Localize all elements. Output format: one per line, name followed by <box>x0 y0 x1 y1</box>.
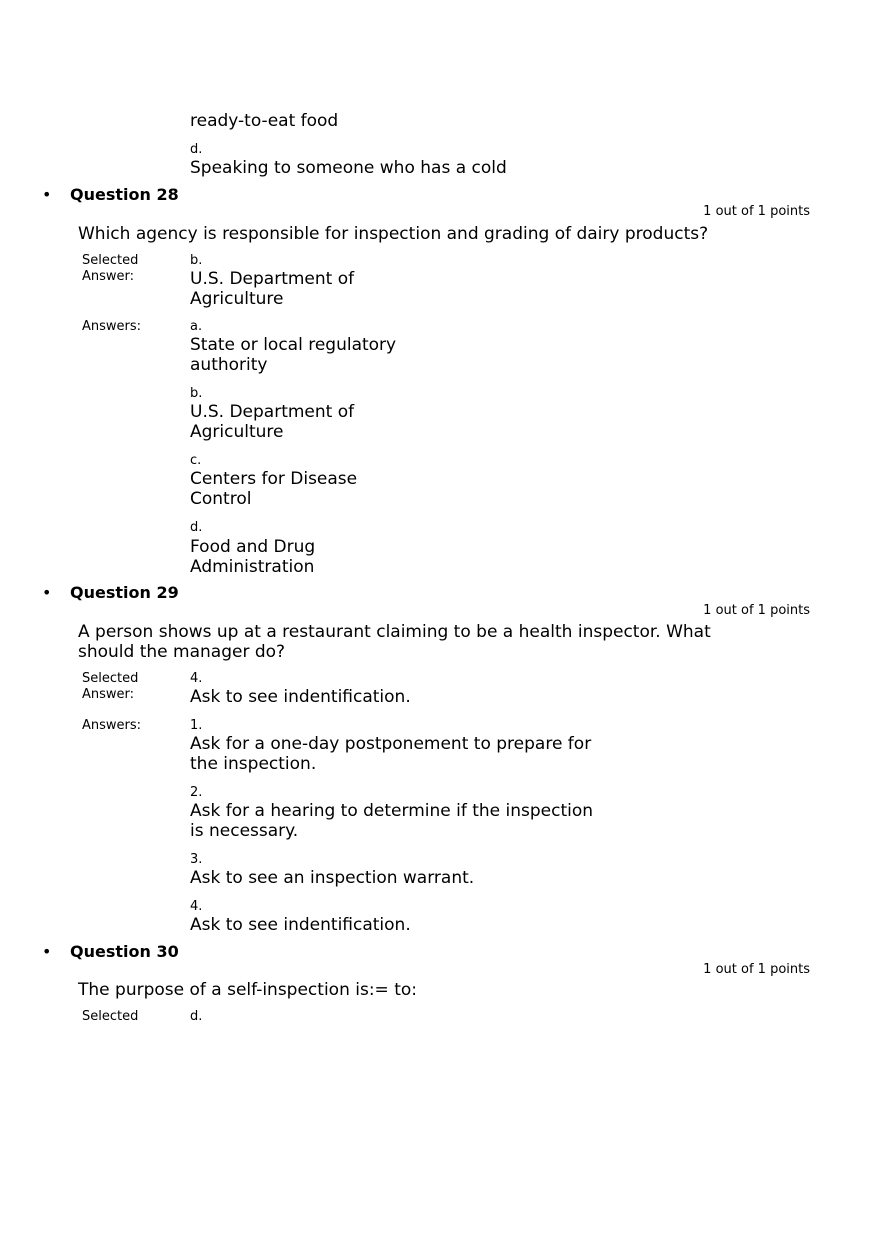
answer-text: ready-to-eat food <box>190 111 339 131</box>
answer-text: Food and Drug Administration <box>190 537 316 577</box>
answer-letter: 3. <box>190 852 203 867</box>
selected-answer-label: Selected Answer: <box>82 253 139 284</box>
question-points: 1 out of 1 points <box>703 204 810 219</box>
question-title: Question 28 <box>70 185 179 204</box>
answer-letter: 2. <box>190 785 203 800</box>
selected-answer-label: Selected Answer: <box>82 671 139 702</box>
selected-answer-text: U.S. Department of Agriculture <box>190 269 355 309</box>
bullet-icon: • <box>42 583 52 602</box>
selected-answer-label: Selected <box>82 1009 139 1024</box>
answer-letter: c. <box>190 453 202 468</box>
question-text: The purpose of a self-inspection is:= to: <box>78 980 417 1000</box>
answer-text: Centers for Disease Control <box>190 469 358 509</box>
question-text: Which agency is responsible for inspection and grading of dairy products? <box>78 224 709 244</box>
question-points: 1 out of 1 points <box>703 603 810 618</box>
question-text: A person shows up at a restaurant claiming to be a health inspector. What should the manager do? <box>78 622 711 662</box>
answer-text: Ask for a hearing to determine if the inspection is necessary. <box>190 801 594 841</box>
answer-letter: b. <box>190 386 203 401</box>
bullet-icon: • <box>42 185 52 204</box>
selected-answer-text: Ask to see indentification. <box>190 687 411 707</box>
bullet-icon: • <box>42 942 52 961</box>
answer-letter: 4. <box>190 899 203 914</box>
answer-text: Ask for a one-day postponement to prepare for the inspection. <box>190 734 592 774</box>
selected-answer-letter: d. <box>190 1009 203 1024</box>
answers-label: Answers: <box>82 319 142 334</box>
selected-answer-letter: b. <box>190 253 203 268</box>
selected-answer-letter: 4. <box>190 671 203 686</box>
answer-text: Speaking to someone who has a cold <box>190 158 507 178</box>
answer-text: State or local regulatory authority <box>190 335 397 375</box>
answer-text: Ask to see an inspection warrant. <box>190 868 475 888</box>
question-points: 1 out of 1 points <box>703 962 810 977</box>
answer-text: Ask to see indentification. <box>190 915 411 935</box>
question-title: Question 29 <box>70 583 179 602</box>
answer-letter: 1. <box>190 718 203 733</box>
answer-letter: d. <box>190 142 203 157</box>
answer-text: U.S. Department of Agriculture <box>190 402 355 442</box>
answer-letter: a. <box>190 319 203 334</box>
answers-label: Answers: <box>82 718 142 733</box>
question-title: Question 30 <box>70 942 179 961</box>
answer-letter: d. <box>190 520 203 535</box>
